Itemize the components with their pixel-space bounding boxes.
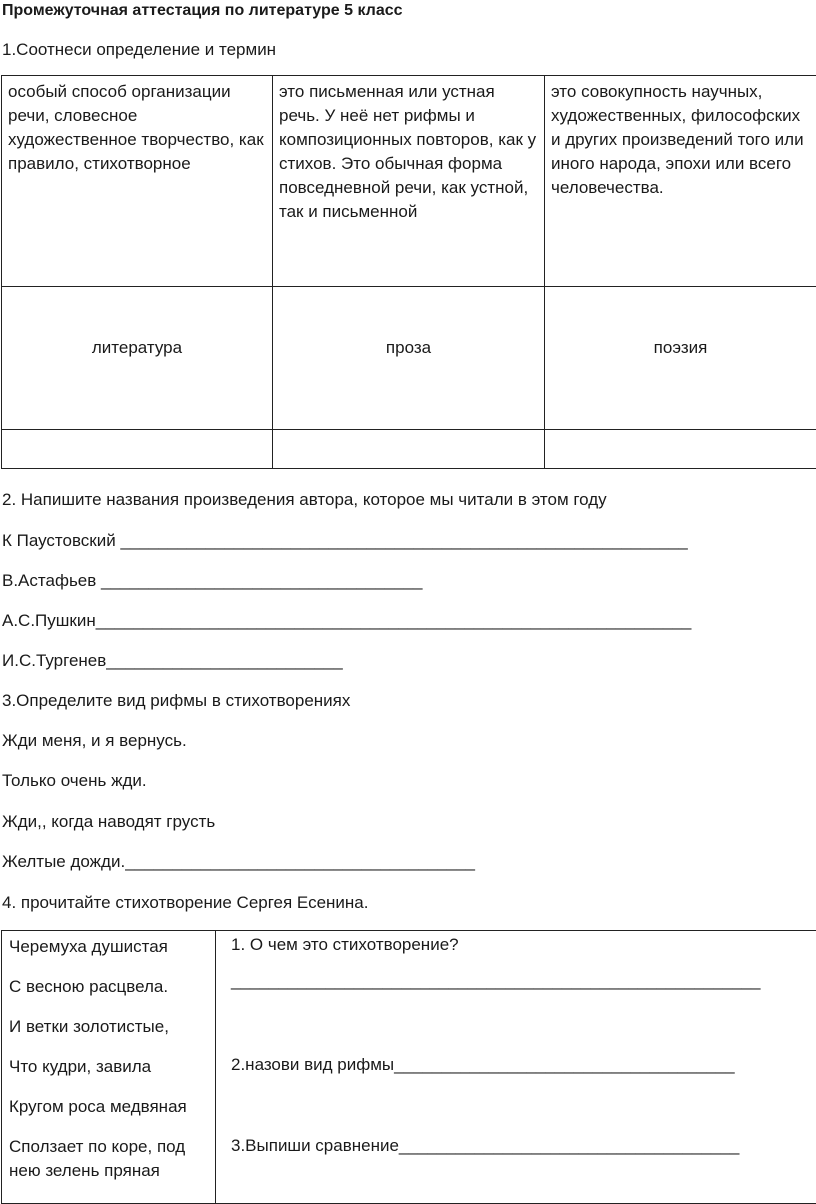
poem-line: С весною расцвела. [9, 975, 208, 1015]
poem-line: Жди меня, и я вернусь. [2, 731, 187, 751]
answer-cell[interactable] [273, 430, 545, 469]
answer-row [2, 430, 816, 469]
poem-table [1, 930, 816, 1204]
task2-heading: 2. Напишите названия произведения автора, которое мы читали в этом году [2, 490, 607, 510]
question-2: 2.назови вид рифмы [231, 1055, 394, 1074]
author-line-paustovsky [2, 531, 688, 551]
poem-line: Только очень жди. [2, 771, 147, 791]
answer-blank[interactable]: __________________________________ [101, 571, 422, 590]
task4-heading: 4. прочитайте стихотворение Сергея Есенина. [2, 893, 369, 913]
questions-cell [216, 931, 816, 1204]
author-label: А.С.Пушкин [2, 611, 96, 630]
poem-line: Что кудри, завила [9, 1055, 208, 1095]
answer-blank[interactable]: _______________________________________________________________ [96, 611, 692, 630]
author-line-pushkin [2, 611, 691, 631]
poem-cell [2, 931, 216, 1204]
definitions-row [2, 76, 816, 287]
page-title: Промежуточная аттестация по литературе 5 класс [2, 2, 403, 20]
term-cell: литература [2, 287, 273, 430]
matching-table [1, 75, 816, 469]
poem-line-with-blank [2, 852, 475, 872]
terms-row [2, 287, 816, 430]
term-cell: поэзия [545, 287, 816, 430]
answer-blank[interactable]: ____________________________________ [394, 1055, 734, 1074]
poem-line: Сползает по коре, под нею зелень пряная [9, 1135, 208, 1183]
question-3: 3.Выпиши сравнение [231, 1136, 399, 1155]
answer-blank[interactable]: ____________________________________ [399, 1136, 739, 1155]
definition-cell: особый способ организации речи, словесное художественное творчество, как правило, стихотворное [2, 76, 273, 287]
poem-line: Черемуха душистая [9, 935, 208, 975]
answer-blank[interactable]: ________________________________________________________ [231, 971, 760, 991]
answer-blank[interactable]: _________________________ [106, 651, 342, 670]
question-2-line [231, 1055, 735, 1075]
poem-line: Кругом роса медвяная [9, 1095, 208, 1135]
answer-cell[interactable] [545, 430, 816, 469]
definition-cell: это совокупность научных, художественных, философских и других произведений того или иного народа, эпохи или всего человечества. [545, 76, 816, 287]
question-1: 1. О чем это стихотворение? [231, 935, 459, 955]
author-line-astafyev [2, 571, 422, 591]
definition-cell: это письменная или устная речь. У неё нет рифмы и композиционных повторов, как у стихов. Это обычная форма повседневной речи, как устной, так и письменной [273, 76, 545, 287]
answer-blank[interactable]: ____________________________________________________________ [120, 531, 687, 550]
task1-heading: 1.Соотнеси определение и термин [2, 40, 276, 60]
poem-line: Жди,, когда наводят грусть [2, 812, 215, 832]
author-label: К Паустовский [2, 531, 120, 550]
term-cell: проза [273, 287, 545, 430]
author-label: И.С.Тургенев [2, 651, 106, 670]
author-label: В.Астафьев [2, 571, 101, 590]
poem-line: И ветки золотистые, [9, 1015, 208, 1055]
answer-blank[interactable]: _____________________________________ [125, 852, 475, 871]
question-3-line [231, 1136, 739, 1156]
poem-line: Желтые дожди. [2, 852, 125, 871]
author-line-turgenev [2, 651, 343, 671]
answer-cell[interactable] [2, 430, 273, 469]
task3-heading: 3.Определите вид рифмы в стихотворениях [2, 691, 350, 711]
